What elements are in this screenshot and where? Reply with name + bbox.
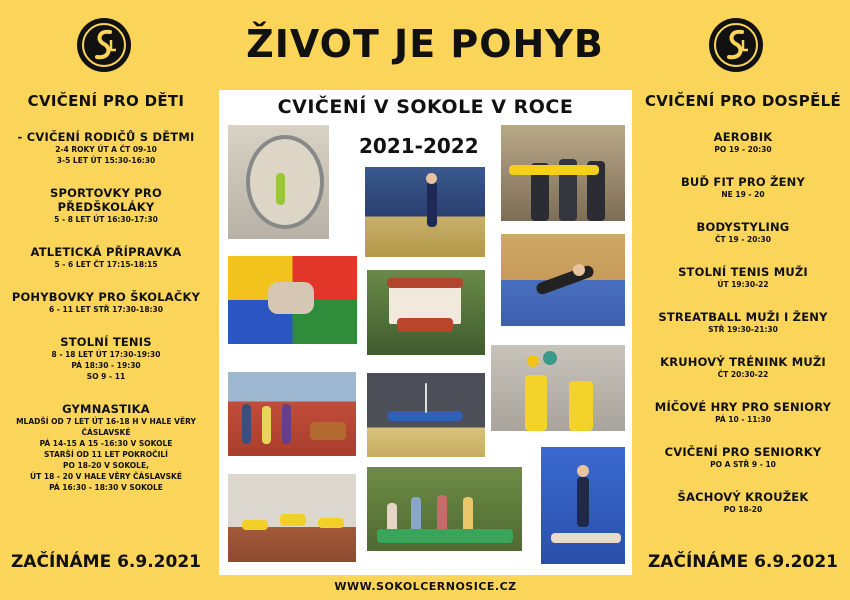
photo-men-lifting — [501, 125, 625, 221]
activity-title: GYMNASTIKA — [62, 402, 150, 416]
activity-title: BODYSTYLING — [696, 220, 790, 234]
activity-schedule-line: PO 18-20 V SOKOLE, — [63, 461, 149, 470]
activity-title: ATLETICKÁ PŘÍPRAVKA — [30, 245, 182, 259]
activity-title: MÍČOVÉ HRY PRO SENIORY — [654, 400, 832, 414]
activity-schedule-line: 3-5 LET ÚT 15:30-16:30 — [56, 156, 156, 165]
start-date-left: ZAČÍNÁME 6.9.2021 — [10, 552, 201, 572]
photo-children-blocks — [367, 467, 522, 551]
photo-mirror-gym — [228, 125, 329, 239]
website-link[interactable]: WWW.SOKOLCERNOSICE.CZ — [334, 580, 517, 593]
activity-schedule-line: PÁ 10 - 11:30 — [715, 415, 771, 424]
activity-schedule-line: 2-4 ROKY ÚT A ČT 09-10 — [55, 145, 157, 154]
activity-item — [636, 175, 850, 200]
panel-title: CVIČENÍ V SOKOLE V ROCE — [277, 96, 574, 118]
activity-title: CVIČENÍ PRO SENIORKY — [664, 445, 822, 459]
activity-title: - CVIČENÍ RODIČŮ S DĚTMI — [17, 130, 195, 144]
adults-heading: CVIČENÍ PRO DOSPĚLÉ — [644, 92, 842, 110]
activity-schedule-line: 5 - 8 LET ÚT 16:30-17:30 — [54, 215, 158, 224]
photo-parachute-kids — [228, 256, 357, 344]
activity-item — [0, 335, 212, 382]
panel-year: 2021-2022 — [359, 134, 479, 158]
photo-women-balls — [491, 345, 625, 431]
activity-title: STOLNÍ TENIS — [60, 335, 152, 349]
activity-title: ŠACHOVÝ KROUŽEK — [677, 490, 809, 504]
photo-rings-man — [367, 373, 485, 457]
activity-item — [636, 310, 850, 335]
activity-schedule-line: STARŠÍ OD 11 LET POKROČILÍ — [44, 450, 168, 459]
activity-title: POHYBOVKY PRO ŠKOLAČKY — [11, 290, 201, 304]
activity-schedule-line: ÚT 18 - 20 V HALE VĚRY ČÁSLAVSKÉ — [30, 472, 182, 481]
photo-running-kids — [228, 372, 356, 456]
adults-column — [636, 92, 850, 535]
activity-item — [0, 245, 212, 270]
children-activities — [0, 130, 212, 493]
photo-contortion — [501, 234, 625, 326]
adults-activities — [636, 130, 850, 515]
activity-title: BUĎ FIT PRO ŽENY — [680, 175, 806, 189]
start-date-right: ZAČÍNÁME 6.9.2021 — [647, 552, 838, 572]
activity-schedule-line: PO 18-20 — [723, 505, 763, 514]
activity-schedule-line: PÁ 18:30 - 19:30 — [71, 361, 141, 370]
activity-schedule-line: SO 9 - 11 — [86, 372, 126, 381]
activity-schedule-line: PÁ 14-15 A 15 -16:30 V SOKOLE — [39, 439, 173, 448]
activity-schedule-line: ČT 19 - 20:30 — [715, 235, 771, 244]
activity-title: STREATBALL MUŽI I ŽENY — [658, 310, 828, 324]
activity-item — [0, 402, 212, 493]
activity-schedule-line: NE 19 - 20 — [721, 190, 765, 199]
activity-title: STOLNÍ TENIS MUŽI — [678, 265, 808, 279]
photo-rings-girl — [365, 167, 485, 257]
activity-item — [636, 220, 850, 245]
activity-item — [636, 130, 850, 155]
activity-schedule-line: ÚT 19:30-22 — [717, 280, 769, 289]
page-title: ŽIVOT JE POHYB — [246, 22, 604, 66]
activity-schedule-line: 5 - 6 LET ČT 17:15-18:15 — [54, 260, 158, 269]
activity-item — [0, 186, 212, 225]
children-column — [0, 92, 212, 513]
photo-sokol-building — [367, 270, 485, 355]
photo-beam-gymnast — [541, 447, 625, 564]
activity-title: SPORTOVKY PRO PŘEDŠKOLÁKY — [50, 186, 162, 214]
photo-panel — [219, 90, 632, 575]
children-heading: CVIČENÍ PRO DĚTI — [27, 92, 185, 110]
activity-item — [0, 290, 212, 315]
activity-schedule-line: ČT 20:30-22 — [717, 370, 769, 379]
activity-title: AEROBIK — [713, 130, 773, 144]
activity-schedule-line: PÁ 16:30 - 18:30 V SOKOLE — [49, 483, 163, 492]
activity-schedule-line: 6 - 11 LET STŘ 17:30-18:30 — [49, 305, 163, 314]
activity-item — [636, 355, 850, 380]
activity-schedule-line: STŘ 19:30-21:30 — [708, 325, 778, 334]
activity-item — [636, 265, 850, 290]
activity-item — [636, 445, 850, 470]
activity-schedule-line: MLADŠÍ OD 7 LET ÚT 16-18 H V HALE VĚRY ČÁSLAVSKÉ — [16, 417, 196, 437]
activity-schedule-line: PO A STŘ 9 - 10 — [710, 460, 776, 469]
activity-title: KRUHOVÝ TRÉNINK MUŽI — [660, 355, 826, 369]
activity-item — [636, 400, 850, 425]
activity-schedule-line: 8 - 18 LET ÚT 17:30-19:30 — [51, 350, 161, 359]
activity-item — [636, 490, 850, 515]
activity-schedule-line: PO 19 - 20:30 — [714, 145, 772, 154]
activity-item — [0, 130, 212, 166]
photo-yoga — [228, 474, 356, 562]
